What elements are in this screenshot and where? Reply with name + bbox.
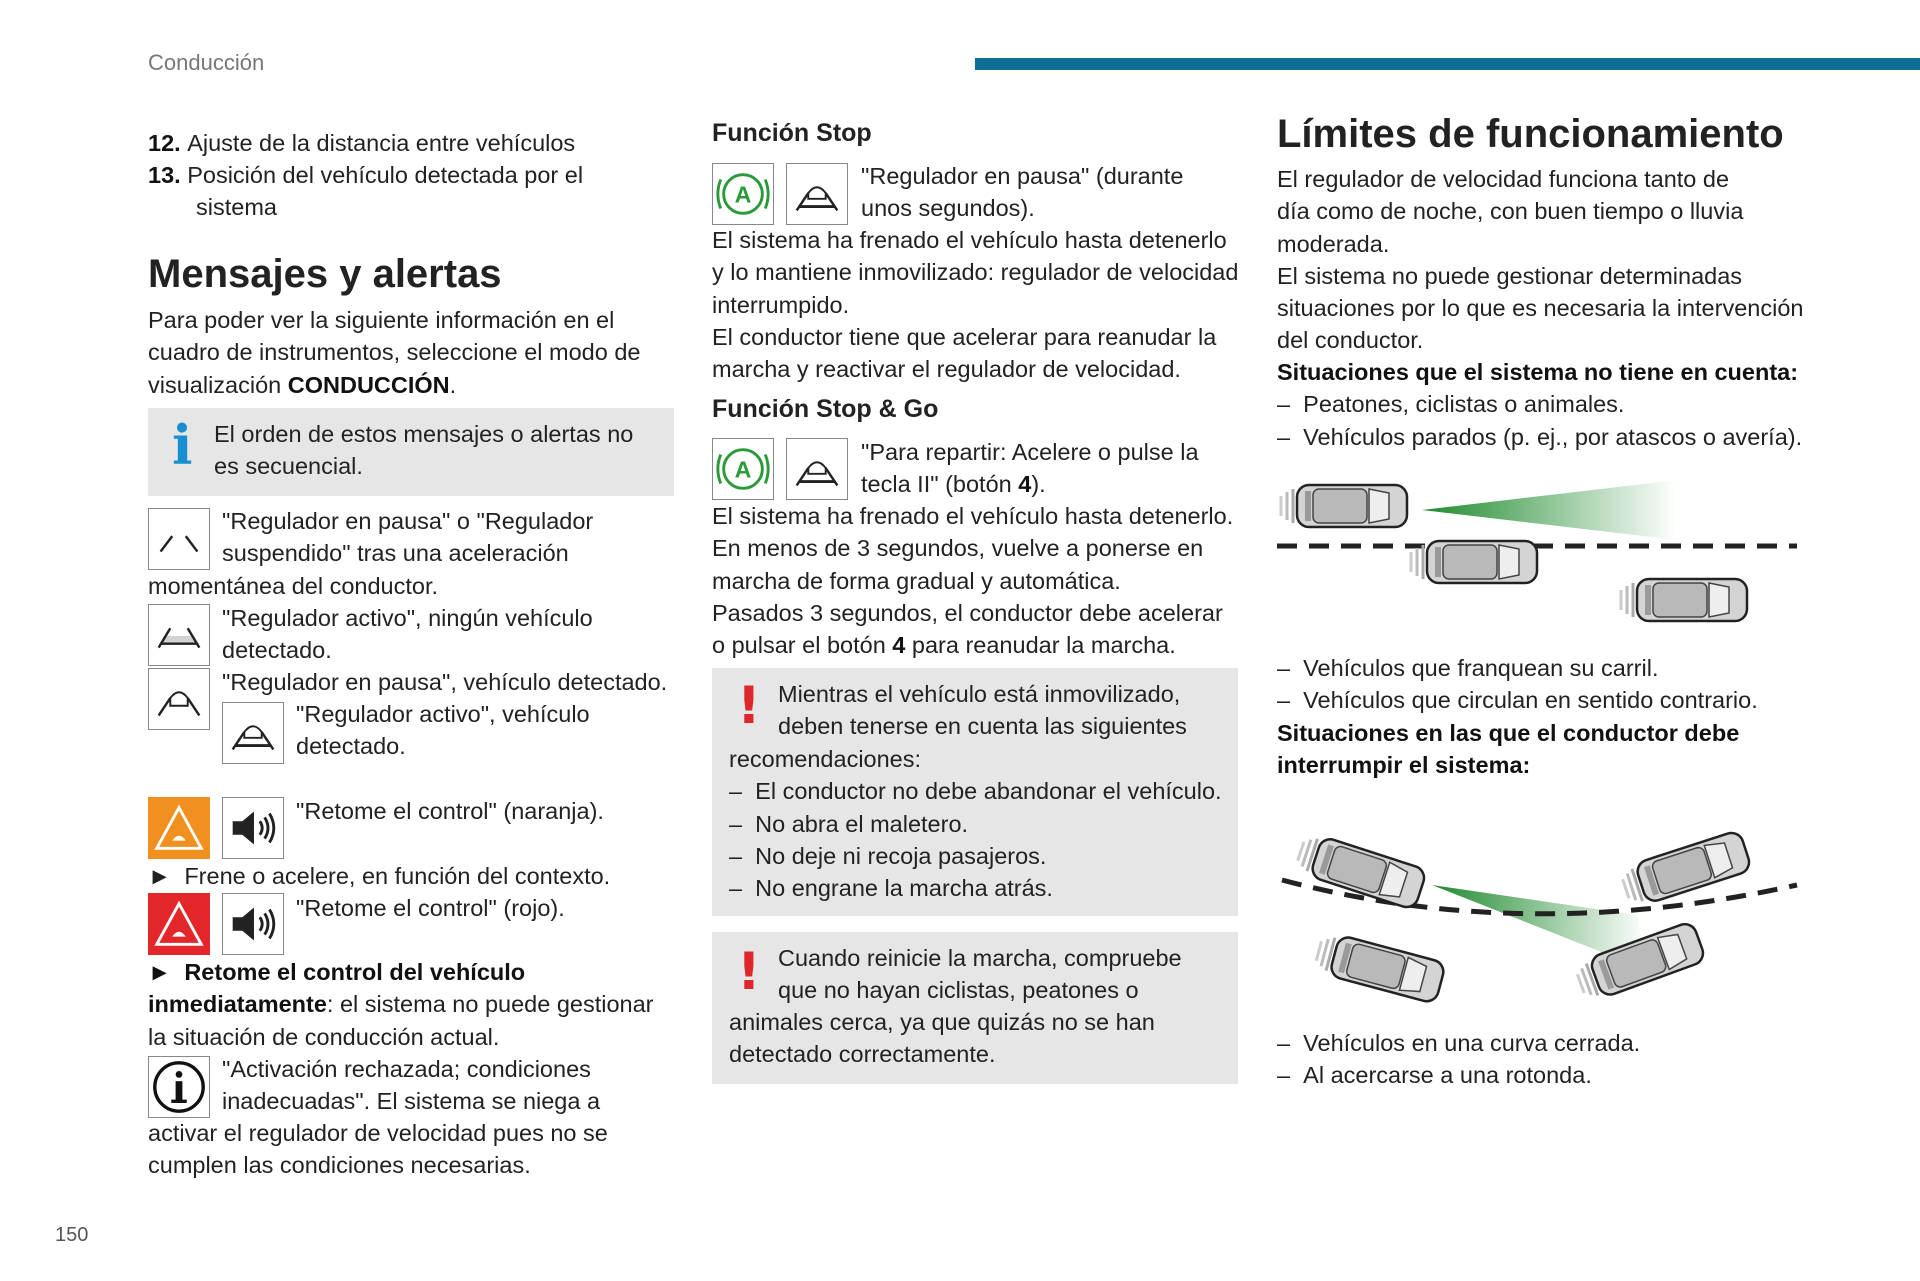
subsection-heading: Función Stop <box>712 119 872 147</box>
message-text: "Para repartir: Acelere o pulse la tecla II" (botón 4). <box>861 439 1199 498</box>
list-item: 12. Ajuste de la distancia entre vehículos <box>148 130 576 156</box>
vehicle-other <box>1313 931 1446 1004</box>
message-text: "Retome el control" (rojo). <box>296 895 565 921</box>
red-warning-icon <box>148 893 210 955</box>
message-text: "Regulador activo", vehículo detectado. <box>296 701 590 760</box>
speaker-icon <box>222 893 284 955</box>
message-text: activar el regulador de velocidad pues no se cumplen las condiciones necesarias. <box>148 1120 608 1179</box>
message-text: momentánea del conductor. <box>148 573 439 599</box>
message-text: "Regulador en pausa", vehículo detectado. <box>222 669 668 695</box>
warning-text: animales cerca, ya que quizás no se han detectado correctamente. <box>729 1009 1155 1068</box>
speaker-icon <box>222 797 284 859</box>
message-text: "Regulador activo", ningún vehículo detectado. <box>222 605 593 664</box>
page-number: 150 <box>55 1224 89 1246</box>
message-text: "Activación rechazada; condiciones inadecuadas". El sistema se niega a <box>222 1056 601 1115</box>
traffic-illustration <box>1277 470 1807 640</box>
section-heading: Límites de funcionamiento <box>1277 112 1784 156</box>
situations-list: – Vehículos que franquean su carril. – Vehículos que circulan en sentido contrario. Situaciones en las que el conductor debe interrumpir el sistema: <box>1277 655 1758 778</box>
info-icon: i <box>172 413 193 477</box>
regulator-active-vehicle-icon <box>222 702 284 764</box>
message-text: "Regulador en pausa" o "Regulador suspendido" tras una aceleración <box>222 508 594 567</box>
vehicle-ahead <box>1621 579 1747 621</box>
message-text: "Retome el control" (naranja). <box>296 798 604 824</box>
situations-list: Situaciones que el sistema no tiene en cuenta: – Peatones, ciclistas o animales. – Vehículos parados (p. ej., por atascos o avería). <box>1277 359 1803 450</box>
regulator-paused-vehicle-icon <box>786 438 848 500</box>
stopgo-body: El sistema ha frenado el vehículo hasta detenerlo. En menos de 3 segundos, vuelve a ponerse en marcha de forma gradual y automática. Pasados 3 segundos, el conductor debe acelerar o pulsar el botón 4 para reanudar la marcha. <box>712 503 1234 659</box>
regulator-paused-vehicle-icon <box>786 163 848 225</box>
instruction: ► Retome el control del vehículo inmediatamente: el sistema no puede gestionar la situación de conducción actual. <box>148 959 654 1050</box>
warning-text: recomendaciones: – El conductor no debe abandonar el vehículo. – No abra el maletero. – No deje ni recoja pasajeros. – No engrane la marcha atrás. <box>729 746 1222 902</box>
vehicle-own <box>1281 485 1407 527</box>
subsection-heading: Función Stop & Go <box>712 395 939 423</box>
situations-list: – Vehículos en una curva cerrada. – Al acercarse a una rotonda. <box>1277 1030 1641 1089</box>
info-note-text: El orden de estos mensajes o alertas no es secuencial. <box>214 421 634 480</box>
curve-illustration <box>1277 805 1807 1015</box>
svg-text:A: A <box>734 456 752 483</box>
list-item: 13. Posición del vehículo detectada por el sistema <box>148 162 584 221</box>
header-accent-bar <box>975 58 1920 70</box>
stop-body: El sistema ha frenado el vehículo hasta detenerlo y lo mantiene inmovilizado: regulador de velocidad interrumpido. El conductor tiene que acelerar para reanudar la marcha y reactivar el regulador de velocidad. <box>712 227 1239 383</box>
regulator-active-icon <box>148 604 210 666</box>
limits-paragraph: El regulador de velocidad funciona tanto de día como de noche, con buen tiempo o lluvia moderada. El sistema no puede gestionar determinadas situaciones por lo que es necesaria la intervención del conductor. <box>1277 166 1804 354</box>
message-text: "Regulador en pausa" (durante unos segundos). <box>861 163 1184 222</box>
sensor-beam <box>1422 480 1677 540</box>
auto-hold-icon <box>712 438 774 500</box>
warning-text: Cuando reinicie la marcha, compruebe que no hayan ciclistas, peatones o <box>778 945 1182 1004</box>
svg-text:A: A <box>734 181 752 208</box>
section-title: Conducción <box>148 50 265 75</box>
intro-paragraph: Para poder ver la siguiente información en el cuadro de instrumentos, seleccione el modo de visualización CONDUCCIÓN. <box>148 307 641 398</box>
regulator-paused-vehicle-icon <box>148 668 210 730</box>
orange-warning-icon <box>148 797 210 859</box>
info-circle-icon <box>148 1056 210 1118</box>
warning-text: Mientras el vehículo está inmovilizado, deben tenerse en cuenta las siguientes <box>778 681 1187 740</box>
exclamation-icon: ! <box>737 676 761 736</box>
exclamation-icon: ! <box>737 942 761 1002</box>
section-heading: Mensajes y alertas <box>148 252 502 296</box>
regulator-paused-icon <box>148 508 210 570</box>
auto-hold-icon <box>712 163 774 225</box>
vehicle-cutting-in <box>1411 541 1537 583</box>
instruction: ► Frene o acelere, en función del contexto. <box>148 863 611 889</box>
